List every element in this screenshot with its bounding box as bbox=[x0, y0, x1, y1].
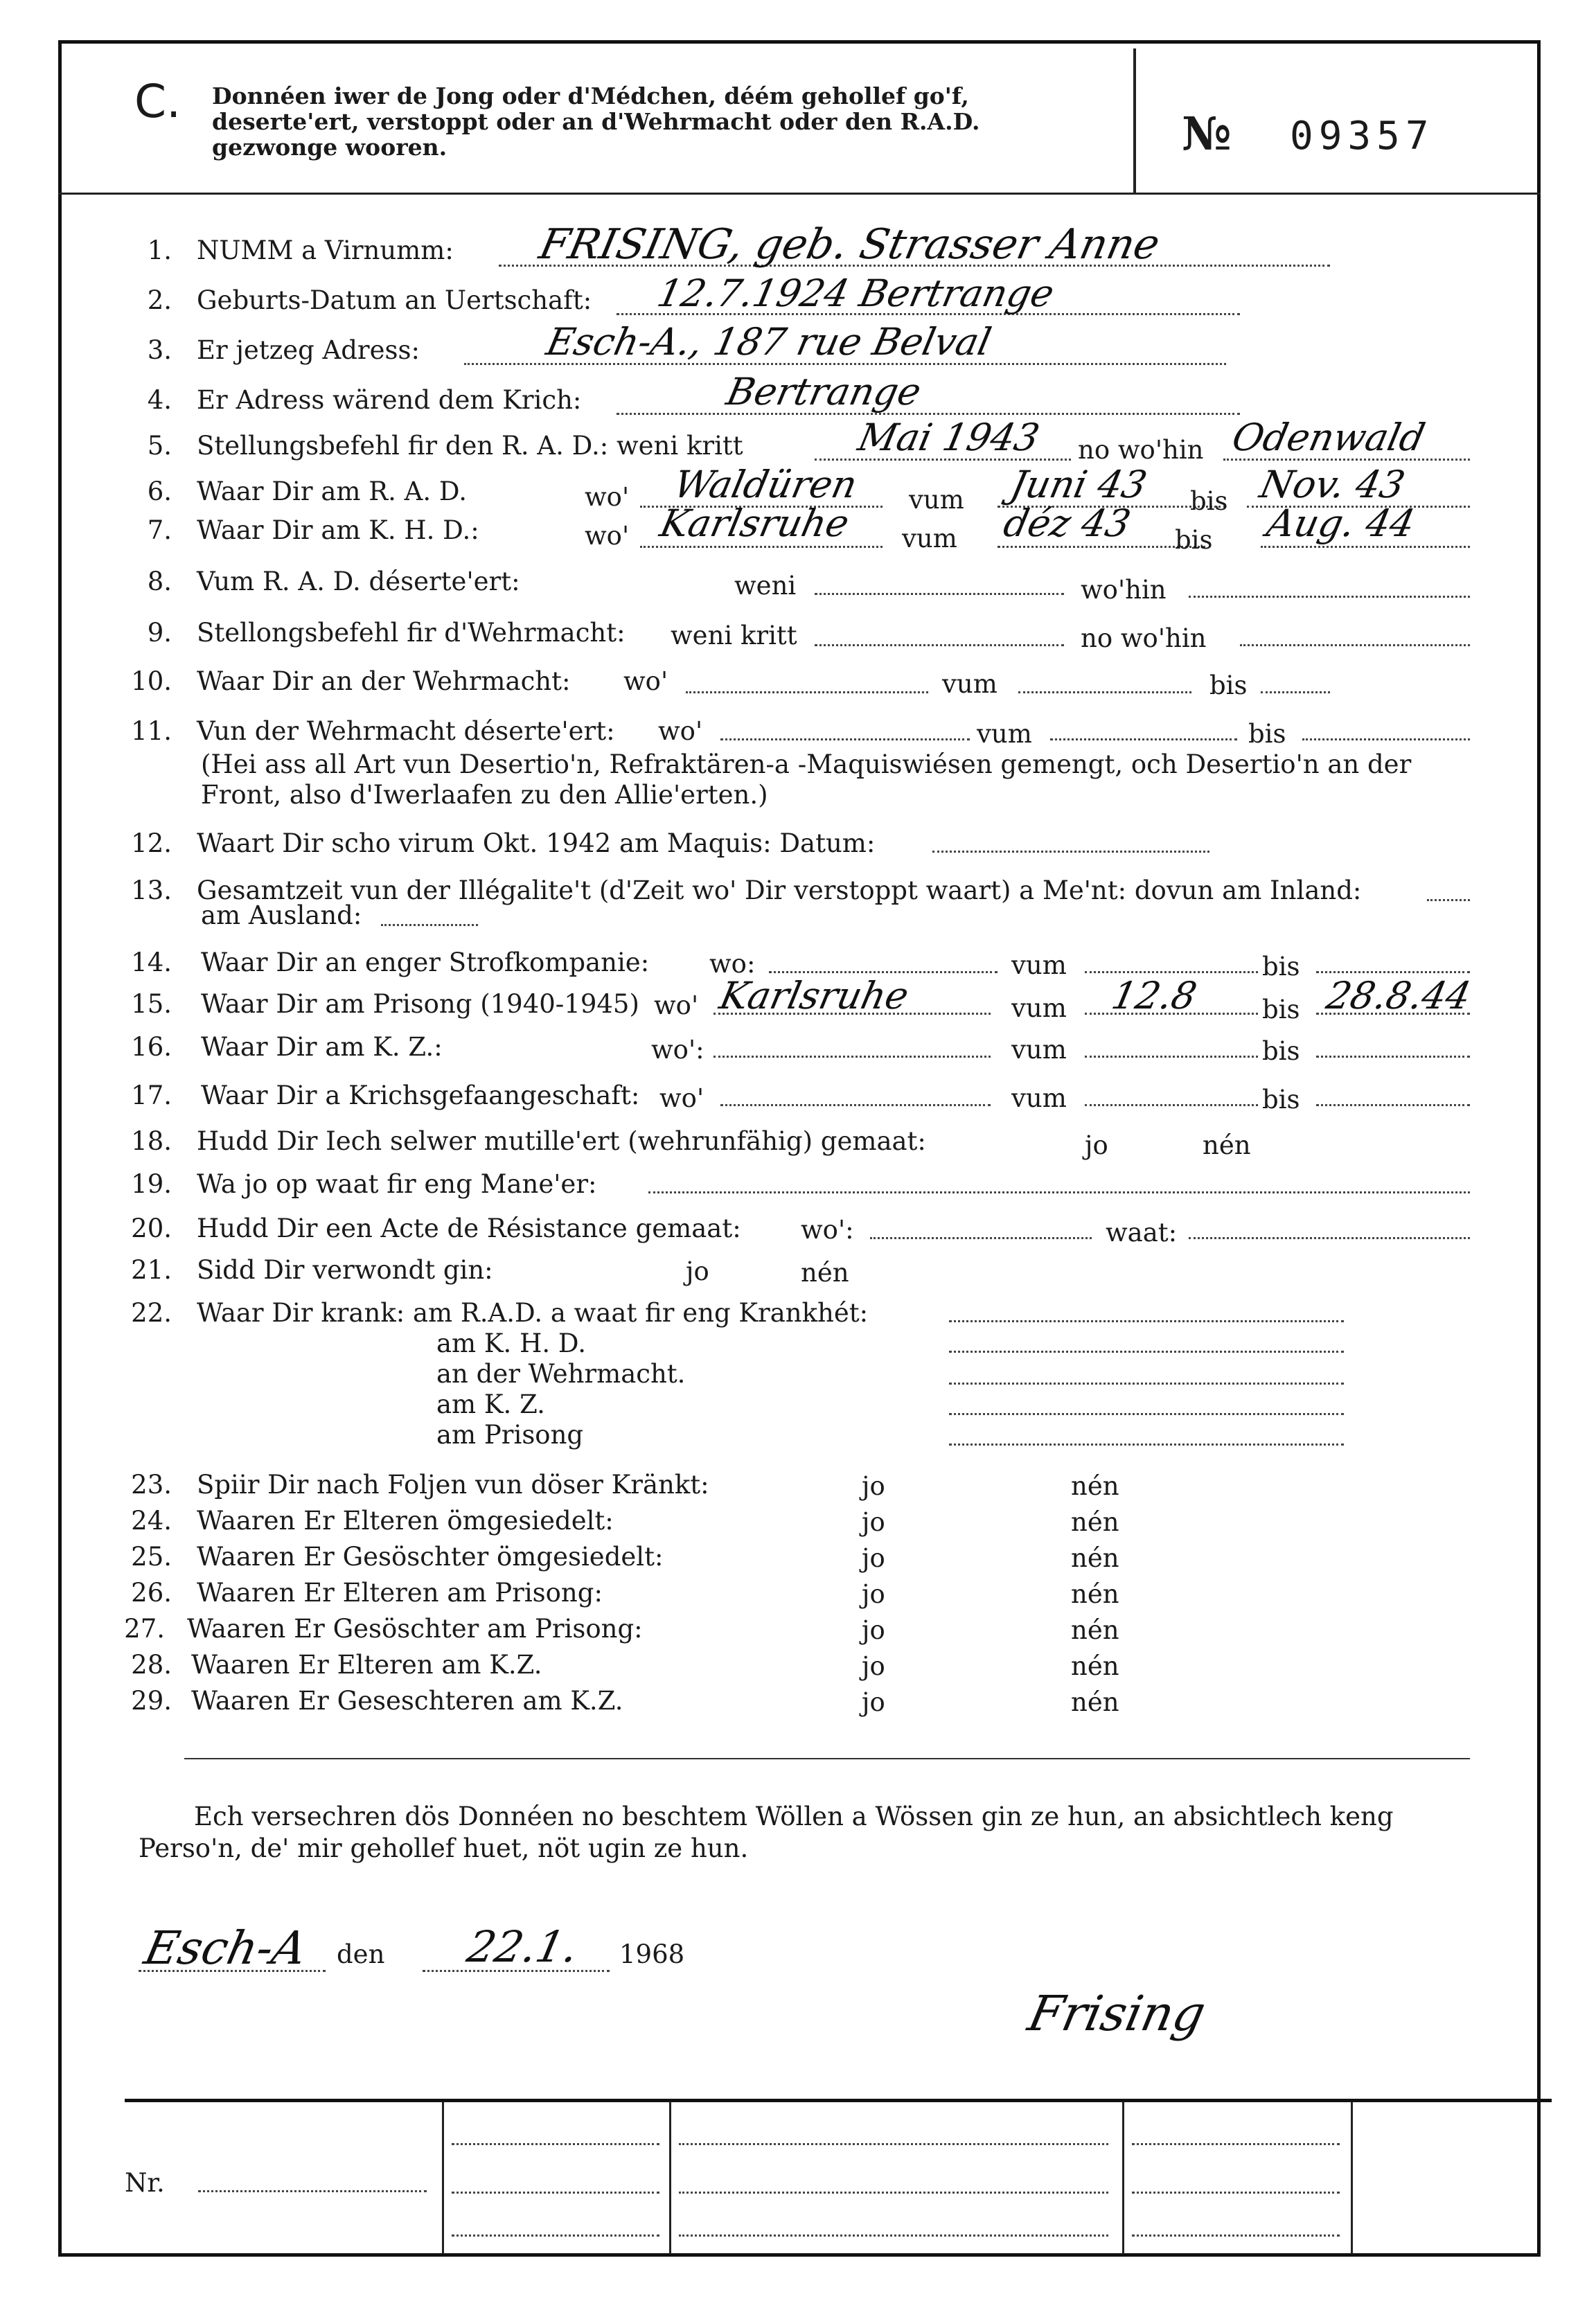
field-line bbox=[686, 691, 928, 693]
field-line bbox=[1316, 1056, 1470, 1058]
signature-place[interactable]: Esch-A bbox=[139, 1921, 312, 1975]
field-line bbox=[769, 971, 998, 973]
illness-sub-prison: am Prisong bbox=[436, 1420, 584, 1450]
field-label-manner: Wa jo op waat fir eng Mane'er: bbox=[197, 1169, 597, 1199]
footer-line bbox=[679, 2235, 1108, 2237]
label-bis: bis bbox=[1262, 952, 1300, 981]
row-number: 5. bbox=[147, 431, 172, 461]
field-label-kz: Waar Dir am K. Z.: bbox=[201, 1032, 443, 1062]
option-nen[interactable]: nén bbox=[1071, 1471, 1119, 1501]
row-number: 18. bbox=[131, 1126, 172, 1156]
signature-date[interactable]: 22.1. bbox=[463, 1921, 583, 1972]
option-nen[interactable]: nén bbox=[1071, 1687, 1119, 1717]
option-jo[interactable]: jo bbox=[862, 1579, 885, 1609]
field-line bbox=[949, 1320, 1344, 1322]
row-number: 21. bbox=[131, 1255, 172, 1285]
footer-nr-label: Nr. bbox=[125, 2168, 165, 2198]
label-bis: bis bbox=[1190, 486, 1228, 516]
row-number: 6. bbox=[147, 477, 172, 506]
row-number: 13. bbox=[131, 876, 172, 905]
field-label-parents-resettled: Waaren Er Elteren ömgesiedelt: bbox=[197, 1506, 614, 1536]
label-bis: bis bbox=[1175, 525, 1213, 555]
option-jo[interactable]: jo bbox=[862, 1543, 885, 1573]
footer-divider bbox=[1122, 2102, 1124, 2254]
footer-nr-line bbox=[198, 2190, 427, 2192]
label-no-wohin: no wo'hin bbox=[1078, 435, 1204, 465]
document-number: 09357 bbox=[1290, 114, 1435, 159]
row-number: 16. bbox=[131, 1032, 172, 1062]
option-jo[interactable]: jo bbox=[686, 1256, 709, 1286]
field-label-siblings-prison: Waaren Er Gesöschter am Prisong: bbox=[187, 1614, 643, 1644]
footer-line bbox=[679, 2192, 1108, 2194]
field-value-rad-to[interactable]: Nov. 43 bbox=[1256, 463, 1409, 506]
field-label-consequences: Spiir Dir nach Foljen vun döser Kränkt: bbox=[197, 1470, 709, 1500]
label-weni-kritt: weni kritt bbox=[671, 621, 797, 650]
option-nen[interactable]: nén bbox=[1071, 1651, 1119, 1681]
row-number: 8. bbox=[147, 567, 172, 596]
row-number: 10. bbox=[131, 666, 172, 696]
field-value-khd-from[interactable]: déz 43 bbox=[1000, 501, 1135, 545]
label-vum: vum bbox=[902, 524, 957, 553]
field-line bbox=[870, 1237, 1092, 1239]
field-line bbox=[1085, 1104, 1258, 1106]
field-label-khd: Waar Dir am K. H. D.: bbox=[197, 515, 479, 545]
field-label-name: NUMM a Virnumm: bbox=[197, 236, 454, 265]
field-line bbox=[1050, 738, 1237, 740]
footer-divider bbox=[669, 2102, 671, 2254]
field-value-prison-place[interactable]: Karlsruhe bbox=[716, 974, 913, 1018]
row-number: 4. bbox=[147, 385, 172, 415]
field-label-parents-prison: Waaren Er Elteren am Prisong: bbox=[197, 1578, 603, 1608]
row-number: 27. bbox=[124, 1614, 165, 1644]
field-line bbox=[640, 546, 883, 548]
label-bis: bis bbox=[1209, 670, 1248, 700]
label-bis: bis bbox=[1248, 719, 1286, 749]
label-den: den bbox=[337, 1939, 385, 1969]
section-separator bbox=[184, 1758, 1470, 1759]
field-label-punishment-company: Waar Dir an enger Strofkompanie: bbox=[201, 948, 650, 977]
option-jo[interactable]: jo bbox=[862, 1471, 885, 1501]
label-no-wohin: no wo'hin bbox=[1081, 623, 1207, 653]
footer-line bbox=[1132, 2235, 1340, 2237]
footer-line bbox=[452, 2235, 659, 2237]
label-vum: vum bbox=[1011, 950, 1067, 980]
field-value-prison-to[interactable]: 28.8.44 bbox=[1322, 974, 1475, 1018]
label-wo: wo' bbox=[585, 521, 630, 551]
field-label-siblings-resettled: Waaren Er Gesöschter ömgesiedelt: bbox=[197, 1542, 664, 1572]
field-label-war-address: Er Adress wärend dem Krich: bbox=[197, 385, 582, 415]
field-line bbox=[1261, 691, 1330, 693]
field-label-parents-kz: Waaren Er Elteren am K.Z. bbox=[191, 1650, 542, 1680]
label-wo: wo' bbox=[623, 666, 668, 696]
label-wo: wo' bbox=[658, 716, 703, 746]
signature[interactable]: Frising bbox=[1023, 1985, 1211, 2042]
declaration-text: Ech versechren dös Donnéen no beschtem Wöllen a Wössen gin ze hun, an absichtlech keng Perso'n, de' mir gehollef huet, nöt ugin ze hun. bbox=[139, 1802, 1394, 1863]
illness-sub-wehrmacht: an der Wehrmacht. bbox=[436, 1359, 686, 1389]
field-value-birth[interactable]: 12.7.1924 Bertrange bbox=[653, 272, 1058, 315]
field-value-khd-place[interactable]: Karlsruhe bbox=[656, 501, 853, 545]
label-weni: weni bbox=[734, 571, 797, 601]
row-number: 20. bbox=[131, 1214, 172, 1243]
label-wohin: wo'hin bbox=[1081, 575, 1167, 605]
field-line bbox=[720, 1104, 991, 1106]
field-label-resistance: Hudd Dir een Acte de Résistance gemaat: bbox=[197, 1214, 741, 1243]
field-line bbox=[1427, 899, 1470, 901]
field-label-self-mutilation: Hudd Dir Iech selwer mutille'ert (wehrunfähig) gemaat: bbox=[197, 1126, 926, 1156]
field-line bbox=[949, 1383, 1344, 1385]
row-number: 2. bbox=[147, 285, 172, 315]
field-value-address[interactable]: Esch-A., 187 rue Belval bbox=[542, 320, 995, 364]
field-line bbox=[648, 1191, 1470, 1193]
field-value-rad-order-place[interactable]: Odenwald bbox=[1228, 416, 1429, 459]
field-line bbox=[949, 1413, 1344, 1415]
row-number: 14. bbox=[131, 948, 172, 977]
footer-line bbox=[452, 2143, 659, 2145]
field-line bbox=[1018, 691, 1191, 693]
option-nen[interactable]: nén bbox=[801, 1258, 849, 1288]
option-nen[interactable]: nén bbox=[1071, 1507, 1119, 1537]
option-jo[interactable]: jo bbox=[862, 1687, 885, 1717]
header-divider bbox=[1133, 48, 1136, 194]
field-label-address: Er jetzeg Adress: bbox=[197, 335, 420, 365]
label-bis: bis bbox=[1262, 995, 1300, 1024]
option-jo[interactable]: jo bbox=[862, 1651, 885, 1681]
field-label-pow: Waar Dir a Krichsgefaangeschaft: bbox=[201, 1081, 640, 1110]
field-line bbox=[932, 851, 1209, 853]
field-label-birth: Geburts-Datum an Uertschaft: bbox=[197, 285, 592, 315]
label-vum: vum bbox=[1011, 1083, 1067, 1113]
label-wo: wo: bbox=[709, 949, 756, 979]
row-number: 3. bbox=[147, 335, 172, 365]
label-vum: vum bbox=[977, 719, 1032, 749]
field-line bbox=[1316, 1104, 1470, 1106]
field-label-maquis: Waart Dir scho virum Okt. 1942 am Maquis: Datum: bbox=[197, 828, 876, 858]
field-label-siblings-kz: Waaren Er Geseschteren am K.Z. bbox=[191, 1686, 623, 1716]
field-label-wehrmacht: Waar Dir an der Wehrmacht: bbox=[197, 666, 571, 696]
field-line bbox=[1189, 1237, 1470, 1239]
footer-line bbox=[452, 2192, 659, 2194]
row-number: 7. bbox=[147, 515, 172, 545]
field-label-wehrmacht-desert: Vun der Wehrmacht déserte'ert: bbox=[197, 716, 615, 746]
field-line bbox=[949, 1351, 1344, 1353]
option-nen[interactable]: nén bbox=[1071, 1579, 1119, 1609]
row-number: 1. bbox=[147, 236, 172, 265]
label-wo: wo' bbox=[585, 482, 630, 512]
field-line bbox=[1261, 546, 1470, 548]
option-nen[interactable]: nén bbox=[1203, 1130, 1251, 1160]
footer-top-rule bbox=[125, 2099, 1552, 2102]
field-label-abroad: am Ausland: bbox=[201, 900, 362, 930]
row-number: 28. bbox=[131, 1650, 172, 1680]
row-number: 22. bbox=[131, 1298, 172, 1328]
field-line bbox=[949, 1443, 1344, 1446]
field-line bbox=[1085, 971, 1258, 973]
option-jo[interactable]: jo bbox=[1085, 1130, 1108, 1160]
label-vum: vum bbox=[1011, 1035, 1067, 1065]
illness-sub-kz: am K. Z. bbox=[436, 1389, 545, 1419]
field-line bbox=[713, 1056, 991, 1058]
option-jo[interactable]: jo bbox=[862, 1507, 885, 1537]
option-nen[interactable]: nén bbox=[1071, 1615, 1119, 1645]
field-line bbox=[1240, 644, 1470, 646]
label-vum: vum bbox=[1011, 993, 1067, 1023]
field-value-rad-order-date[interactable]: Mai 1943 bbox=[854, 416, 1044, 459]
footer-divider bbox=[1351, 2102, 1353, 2254]
field-line bbox=[1189, 596, 1470, 598]
field-value-war-address[interactable]: Bertrange bbox=[722, 370, 925, 414]
field-label-illegality: Gesamtzeit vun der Illégalite't (d'Zeit wo' Dir verstoppt waart) a Me'nt: dovun am Inland: bbox=[197, 876, 1362, 905]
number-symbol: № bbox=[1182, 107, 1232, 161]
footer-line bbox=[679, 2143, 1108, 2145]
label-vum: vum bbox=[942, 669, 998, 699]
illness-sub-khd: am K. H. D. bbox=[436, 1329, 586, 1358]
row-number: 26. bbox=[131, 1578, 172, 1608]
row-number: 25. bbox=[131, 1542, 172, 1572]
row-number: 11. bbox=[131, 716, 172, 746]
label-wo: wo': bbox=[801, 1215, 854, 1245]
label-wo: wo' bbox=[659, 1083, 704, 1113]
field-label-prison: Waar Dir am Prisong (1940-1945) bbox=[201, 989, 639, 1019]
field-line bbox=[720, 738, 970, 740]
field-label-wounded: Sidd Dir verwondt gin: bbox=[197, 1255, 493, 1285]
row-number: 29. bbox=[131, 1686, 172, 1716]
row-number: 9. bbox=[147, 618, 172, 648]
row-number: 24. bbox=[131, 1506, 172, 1536]
row-number: 23. bbox=[131, 1470, 172, 1500]
field-line bbox=[1302, 738, 1470, 740]
field-line bbox=[617, 413, 1240, 415]
option-jo[interactable]: jo bbox=[862, 1615, 885, 1645]
field-value-prison-from[interactable]: 12.8 bbox=[1108, 974, 1200, 1018]
field-note-desertion: (Hei ass all Art vun Desertio'n, Refraktären-a -Maquiswiésen gemengt, och Desertio'n an der Front, also d'Iwerlaafen zu den Allie'erten.) bbox=[201, 749, 1412, 810]
row-number: 17. bbox=[131, 1081, 172, 1110]
header-bottom-rule bbox=[58, 193, 1541, 195]
footer-divider bbox=[442, 2102, 444, 2254]
footer-line bbox=[1132, 2192, 1340, 2194]
row-number: 15. bbox=[131, 989, 172, 1019]
footer-line bbox=[1132, 2143, 1340, 2145]
section-letter: C. bbox=[134, 75, 181, 128]
form-title: Donnéen iwer de Jong oder d'Médchen, déém gehollef go'f, deserte'ert, verstoppt oder an d'Wehrmacht oder den R.A.D. gezwonge wooren. bbox=[212, 82, 980, 161]
signature-year: 1968 bbox=[619, 1939, 685, 1969]
field-line bbox=[1316, 971, 1470, 973]
field-label-rad: Waar Dir am R. A. D. bbox=[197, 477, 467, 506]
label-bis: bis bbox=[1262, 1036, 1300, 1066]
field-line bbox=[381, 924, 478, 926]
option-nen[interactable]: nén bbox=[1071, 1543, 1119, 1573]
field-line bbox=[815, 593, 1064, 595]
field-label-illness: Waar Dir krank: am R.A.D. a waat fir eng Krankhét: bbox=[197, 1298, 869, 1328]
field-value-rad-from[interactable]: Juni 43 bbox=[1007, 463, 1151, 506]
label-waat: waat: bbox=[1106, 1218, 1178, 1247]
field-line bbox=[1085, 1056, 1258, 1058]
label-vum: vum bbox=[909, 485, 964, 515]
field-line bbox=[998, 546, 1205, 548]
field-label-rad-desert: Vum R. A. D. déserte'ert: bbox=[197, 567, 520, 596]
field-value-khd-to[interactable]: Aug. 44 bbox=[1263, 501, 1419, 545]
field-label-rad-order: Stellungsbefehl fir den R. A. D.: weni kritt bbox=[197, 431, 743, 461]
field-line bbox=[815, 644, 1064, 646]
row-number: 12. bbox=[131, 828, 172, 858]
field-value-rad-place[interactable]: Waldüren bbox=[670, 463, 861, 506]
row-number: 19. bbox=[131, 1169, 172, 1199]
label-bis: bis bbox=[1262, 1085, 1300, 1114]
field-label-wehrmacht-order: Stellongsbefehl fir d'Wehrmacht: bbox=[197, 618, 626, 648]
label-wo: wo': bbox=[651, 1035, 704, 1065]
label-wo: wo' bbox=[654, 990, 699, 1020]
field-value-name[interactable]: FRISING, geb. Strasser Anne bbox=[535, 220, 1164, 269]
